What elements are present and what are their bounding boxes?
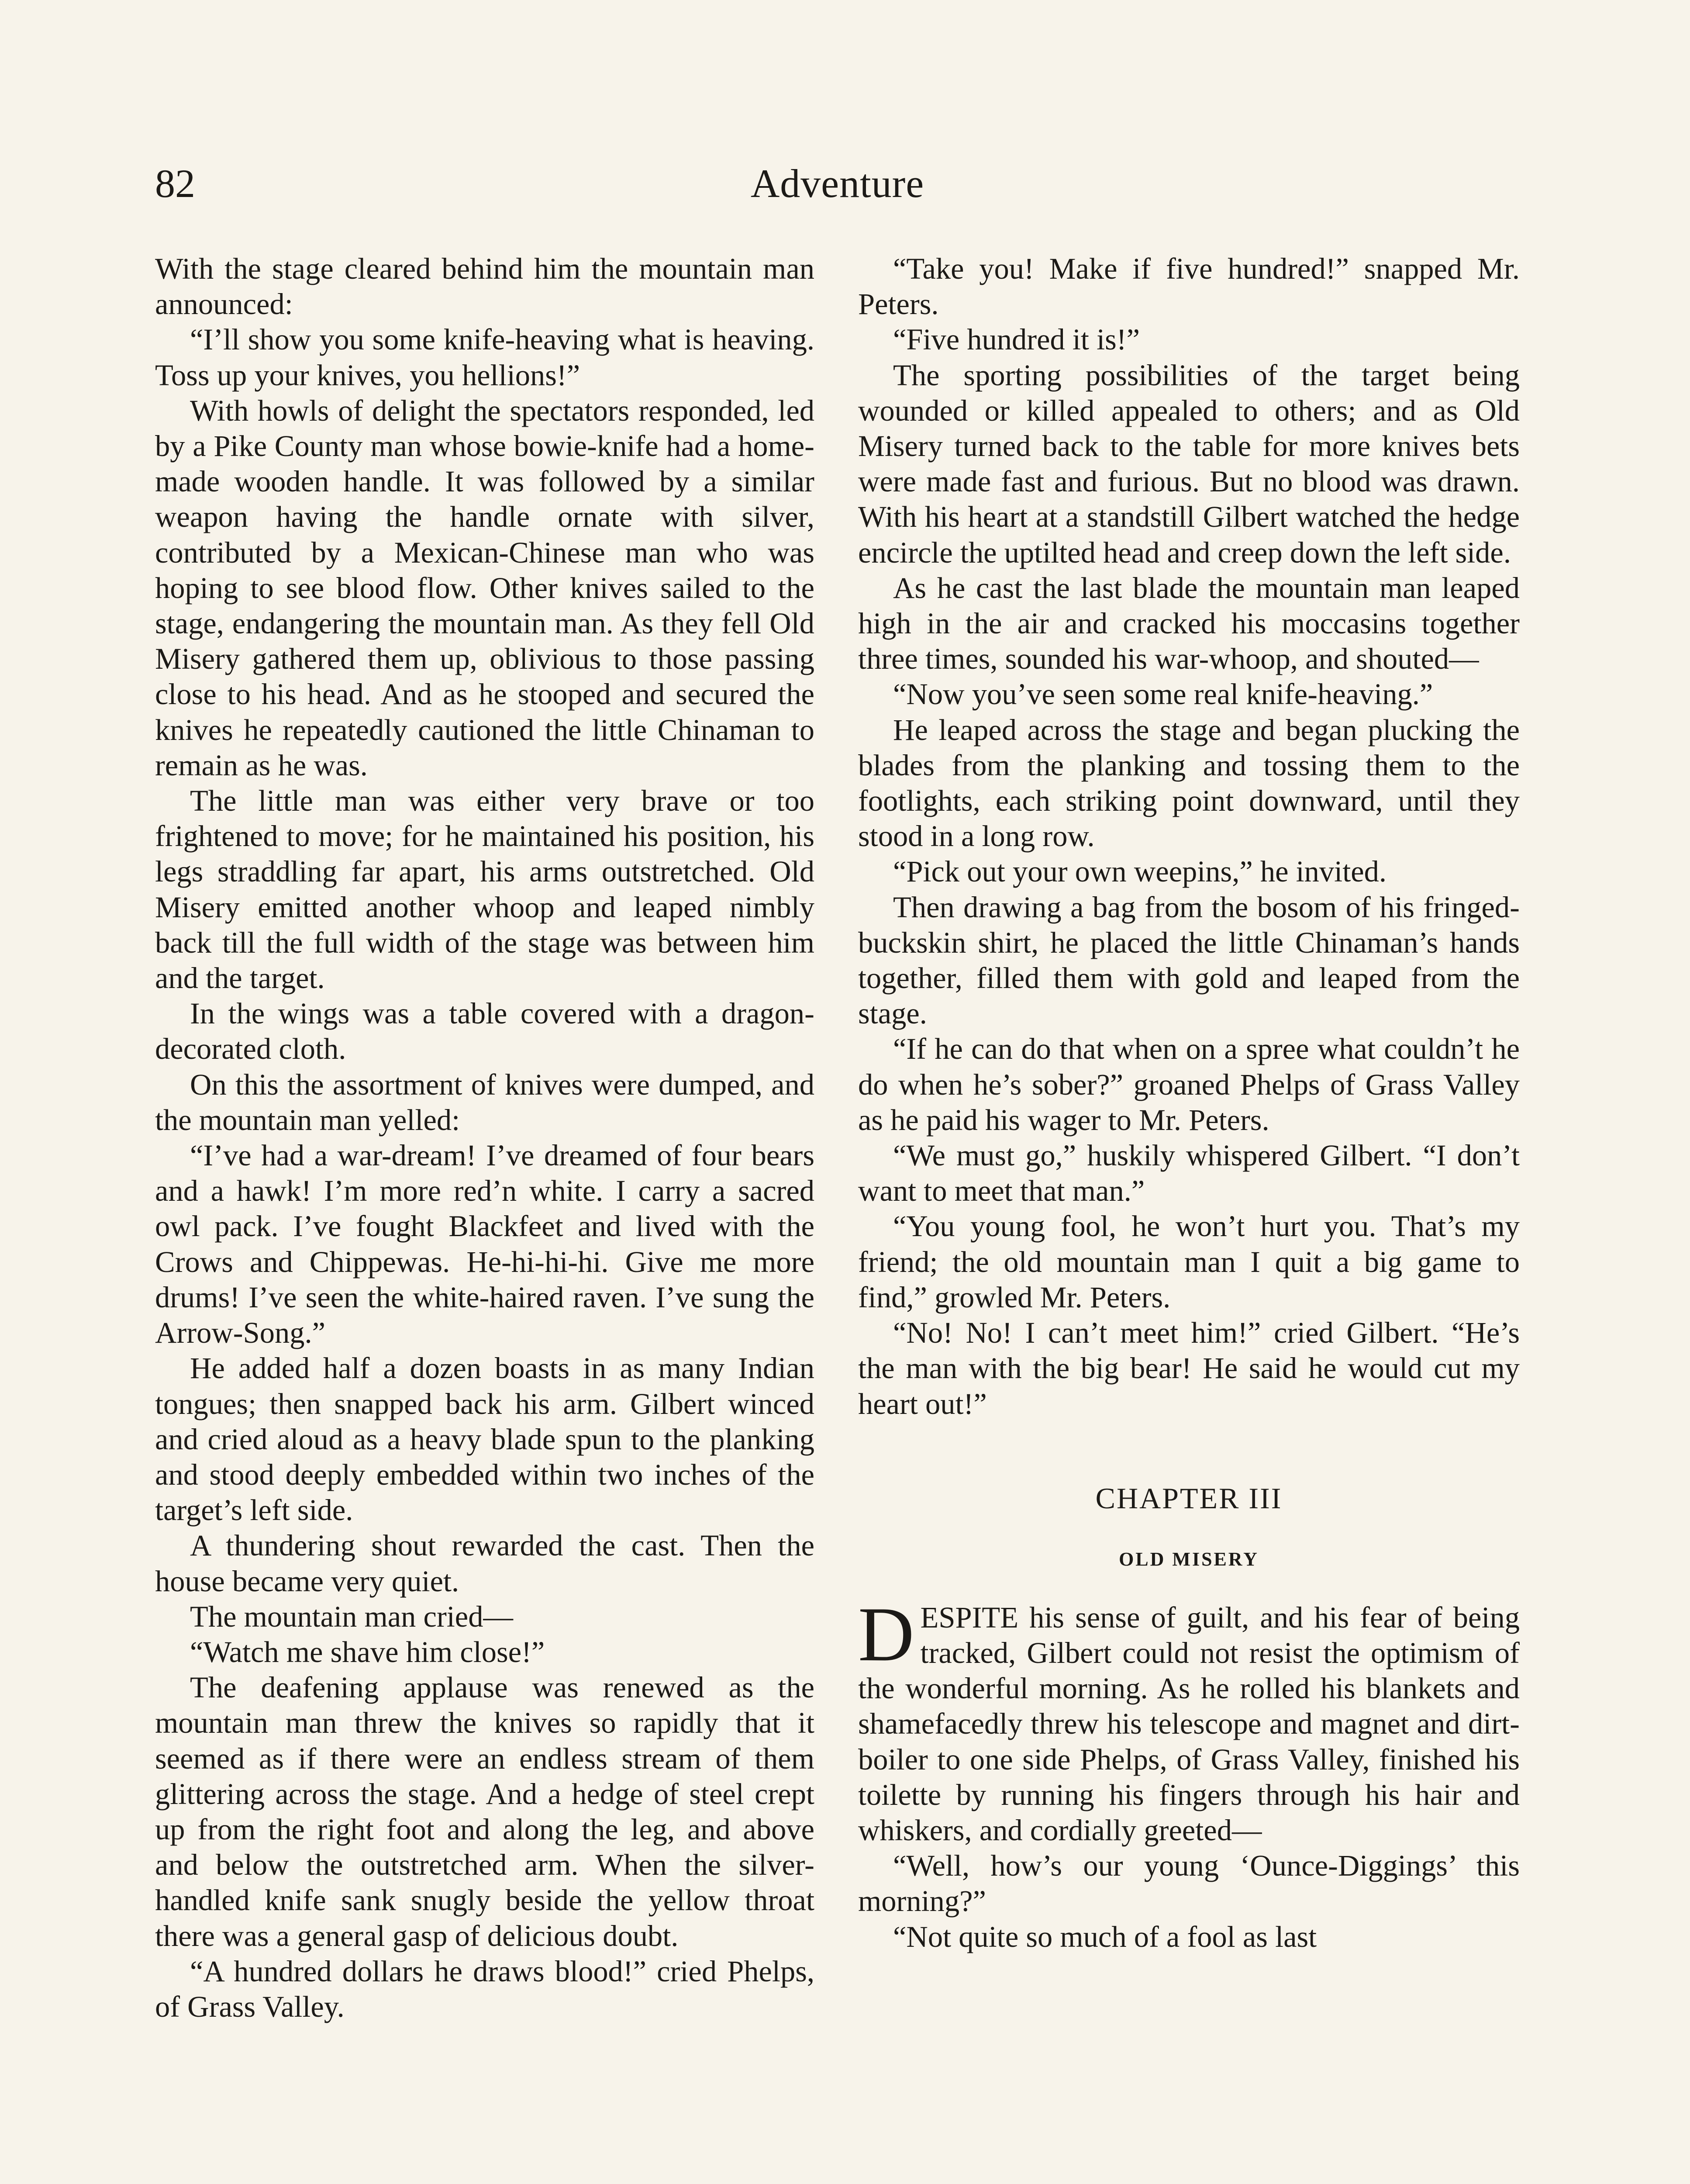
chapter-opening-paragraph [858, 1590, 1520, 1848]
paragraph: “Watch me shave him close!” [190, 1635, 545, 1669]
paragraph: “Five hundred it is!” [893, 323, 1140, 356]
right-column [858, 251, 1520, 1955]
paragraph: “I’ve had a war-dream! I’ve dreamed of four bears and a hawk! I’m more red’n white. I carry a sacred owl pack. I’ve fought Blackfeet and lived with the Crows and Chippewas. He-hi-hi-hi. Give me more drums! I’ve seen the white-haired raven. I’ve sung the Arrow-Song.” [155, 1139, 814, 1350]
paragraph: With the stage cleared behind him the mountain man announced: [155, 252, 814, 321]
paragraph: “Not quite so much of a fool as last [893, 1920, 1317, 1953]
paragraph: Then drawing a bag from the bosom of his fringed-buckskin shirt, he placed the little Chinaman’s hands together, filled them with gold and leaped from the stage. [858, 890, 1520, 1030]
paragraph: On this the assortment of knives were dumped, and the mountain man yelled: [155, 1068, 814, 1137]
paragraph: The deafening applause was renewed as the mountain man threw the knives so rapidly that it seemed as if there were an endless stream of them glittering across the stage. And a hedge of steel crept up from the right foot and along the leg, and above and below the outstretched arm. When the silver-handled knife sank snugly beside the yellow throat there was a general gasp of delicious doubt. [155, 1671, 814, 1952]
paragraph: A thundering shout rewarded the cast. Then the house became very quiet. [155, 1529, 814, 1598]
paragraph: The little man was either very brave or too frightened to move; for he maintained his position, his legs straddling far apart, his arms outstretched. Old Misery emitted another whoop and leaped nimbly back till the full width of the stage was between him and the target. [155, 784, 814, 995]
paragraph: “A hundred dollars he draws blood!” cried Phelps, of Grass Valley. [155, 1954, 814, 2023]
paragraph: “No! No! I can’t meet him!” cried Gilbert. “He’s the man with the big bear! He said he would cut my heart out!” [858, 1316, 1520, 1420]
running-head [155, 157, 1520, 214]
paragraph: “We must go,” huskily whispered Gilbert. “I don’t want to meet that man.” [858, 1139, 1520, 1208]
paragraph: As he cast the last blade the mountain man leaped high in the air and cracked his moccasins together three times, sounded his war-whoop, and shouted— [858, 571, 1520, 676]
chapter-heading: CHAPTER III [1095, 1481, 1283, 1515]
paragraph: “If he can do that when on a spree what couldn’t he do when he’s sober?” groaned Phelps of Grass Valley as he paid his wager to Mr. Peters. [858, 1032, 1520, 1137]
paragraph: He leaped across the stage and began plucking the blades from the planking and tossing them to the footlights, each striking point downward, until they stood in a long row. [858, 713, 1520, 853]
paragraph: “Now you’ve seen some real knife-heaving.” [893, 677, 1433, 711]
chapter-subheading: OLD MISERY [1119, 1548, 1259, 1570]
paragraph: “Well, how’s our young ‘Ounce-Diggings’ this morning?” [858, 1849, 1520, 1918]
paragraph: The sporting possibilities of the target being wounded or killed appealed to others; and as Old Misery turned back to the table for more knives bets were made fast and furious. But no blood was drawn. With his heart at a standstill Gilbert watched the hedge encircle the uptilted head and creep down the left side. [858, 358, 1520, 569]
paragraph: “Take you! Make if five hundred!” snapped Mr. Peters. [858, 252, 1520, 321]
opening-text: ESPITE his sense of guilt, and his fear of being tracked, Gilbert could not resist the optimism of the wonderful morning. As he rolled his blankets and shamefacedly threw his telescope and magnet and dirt-boiler to one side Phelps, of Grass Valley, finished his toilette by running his fingers through his hair and whiskers, and cordially greeted— [858, 1600, 1520, 1847]
magazine-title: Adventure [750, 161, 924, 206]
drop-cap: D [858, 1590, 914, 1677]
paragraph: He added half a dozen boasts in as many Indian tongues; then snapped back his arm. Gilbert winced and cried aloud as a heavy blade spun to the planking and stood deeply embedded within two inches of the target’s left side. [155, 1351, 814, 1527]
paragraph: The mountain man cried— [190, 1600, 513, 1633]
paragraph: With howls of delight the spectators responded, led by a Pike County man whose bowie-knife had a home-made wooden handle. It was followed by a similar weapon having the handle ornate with silver, contributed by a Mexican-Chinese man who was hoping to see blood flow. Other knives sailed to the stage, endangering the mountain man. As they fell Old Misery gathered them up, oblivious to those passing close to his head. And as he stooped and secured the knives he repeatedly cautioned the little Chinaman to remain as he was. [155, 394, 814, 782]
paragraph: In the wings was a table covered with a dragon-decorated cloth. [155, 997, 814, 1066]
page-number: 82 [155, 161, 195, 206]
paragraph: “You young fool, he won’t hurt you. That’s my friend; the old mountain man I quit a big game to find,” growled Mr. Peters. [858, 1209, 1520, 1314]
left-column [155, 251, 814, 2025]
paragraph: “I’ll show you some knife-heaving what is heaving. Toss up your knives, you hellions!” [155, 323, 814, 392]
paragraph: “Pick out your own weepins,” he invited. [893, 855, 1387, 888]
